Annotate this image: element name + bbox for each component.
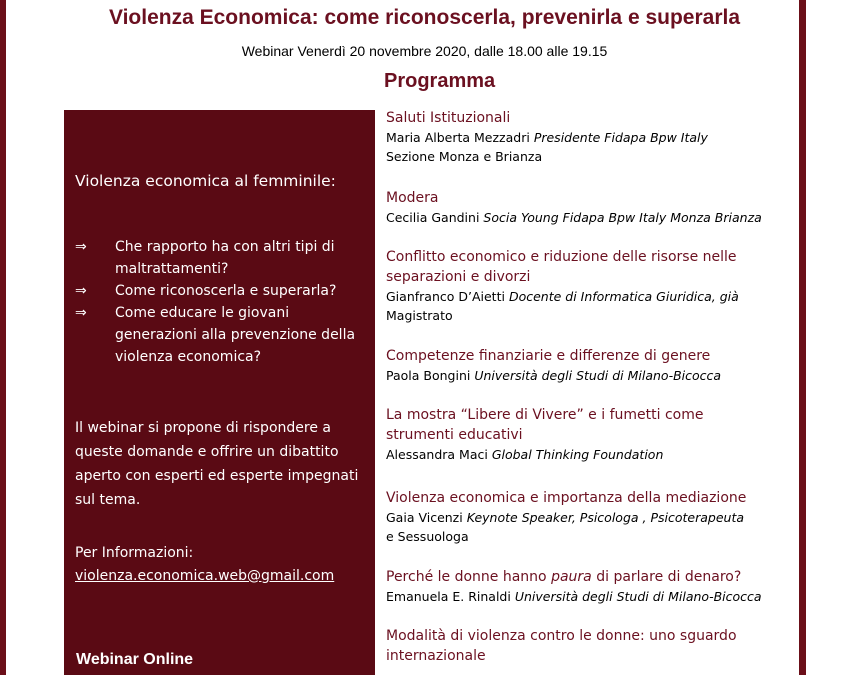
program-item-title: Modalità di violenza contro le donne: uno sguardo [386, 628, 737, 644]
page-frame-right [799, 0, 806, 675]
question-text: Come riconoscerla e superarla? [115, 283, 337, 299]
arrow-right-icon: ⇒ [75, 239, 87, 255]
contact-email-link[interactable]: violenza.economica.web@gmail.com [75, 568, 335, 584]
list-item [75, 236, 375, 280]
title-emphasis: paura [551, 569, 592, 585]
speaker-role: Keynote Speaker, Psicologa , Psicoterapeuta [466, 510, 745, 525]
program-item-title: Competenze finanziarie e differenze di genere [386, 348, 711, 364]
question-text: Che rapporto ha con altri tipi di maltrattamenti? [115, 239, 335, 277]
speaker-name: Gaia Vicenzi [386, 510, 463, 525]
program-item [386, 567, 786, 606]
program-heading: Programma [384, 70, 496, 92]
program-item [386, 626, 786, 666]
program-item-title [386, 567, 786, 587]
title-part: di parlare di denaro? [591, 569, 742, 585]
program-item-title-cont: separazioni e divorzi [386, 269, 531, 285]
speaker-role-cont: Sezione Monza e Brianza [386, 149, 543, 164]
arrow-right-icon: ⇒ [75, 283, 87, 299]
document-title: Violenza Economica: come riconoscerla, prevenirla e superarla [108, 6, 741, 29]
arrow-right-icon: ⇒ [75, 305, 87, 321]
description-paragraph: Il webinar si propone di rispondere a queste domande e offrire un dibattito aperto con esperti ed esperte impegnati sul tema. [75, 420, 359, 508]
info-label: Per Informazioni: [75, 545, 194, 561]
program-item-speaker [386, 287, 786, 306]
program-item-speaker [386, 587, 786, 606]
program-item-speaker [386, 366, 786, 385]
speaker-role-cont: e Sessuologa [386, 529, 469, 544]
speaker-name: Maria Alberta Mezzadri [386, 130, 530, 145]
question-text: Come educare le giovani generazioni alla prevenzione della violenza economica? [115, 305, 356, 365]
speaker-role: Presidente Fidapa Bpw Italy [533, 130, 708, 145]
program-item [386, 346, 786, 385]
speaker-name: Paola Bongini [386, 368, 471, 383]
speaker-role: Global Thinking Foundation [491, 447, 664, 462]
program-item [386, 488, 786, 546]
info-panel [64, 110, 375, 675]
program-item-speaker [386, 208, 786, 227]
program-item-title: Saluti Istituzionali [386, 110, 511, 126]
speaker-name: Gianfranco D’Aietti [386, 289, 505, 304]
speaker-role-cont: Magistrato [386, 308, 453, 323]
program-item-speaker [386, 445, 786, 464]
page-frame-left [0, 0, 6, 675]
program-item-title: La mostra “Libere di Vivere” e i fumetti come [386, 407, 704, 423]
webinar-online-label: Webinar Online [76, 651, 194, 668]
program-item [386, 188, 786, 227]
program-item-title: Violenza economica e importanza della mediazione [386, 490, 747, 506]
speaker-name: Cecilia Gandini [386, 210, 480, 225]
program-item-title: Modera [386, 190, 439, 206]
program-item-title-cont: internazionale [386, 648, 486, 664]
program-item [386, 247, 786, 325]
speaker-role: Università degli Studi di Milano-Bicocca [474, 368, 722, 383]
speaker-role: Socia Young Fidapa Bpw Italy Monza Brianza [483, 210, 762, 225]
program-item-speaker [386, 128, 786, 147]
program-item-speaker [386, 508, 786, 527]
question-list [75, 236, 375, 368]
program-item [386, 108, 786, 166]
program-item-title: Conflitto economico e riduzione delle risorse nelle [386, 249, 737, 265]
speaker-name: Alessandra Maci [386, 447, 488, 462]
program-item [386, 405, 786, 464]
title-part: Perché le donne hanno [386, 569, 552, 585]
speaker-role: Docente di Informatica Giuridica, già [508, 289, 739, 304]
speaker-name: Emanuela E. Rinaldi [386, 589, 511, 604]
list-item [75, 302, 375, 368]
program-item-title-cont: strumenti educativi [386, 427, 523, 443]
list-item [75, 280, 375, 302]
speaker-role: Università degli Studi di Milano-Bicocca [514, 589, 762, 604]
panel-heading: Violenza economica al femminile: [75, 172, 336, 190]
event-date: Webinar Venerdì 20 novembre 2020, dalle 18.00 alle 19.15 [241, 43, 608, 59]
